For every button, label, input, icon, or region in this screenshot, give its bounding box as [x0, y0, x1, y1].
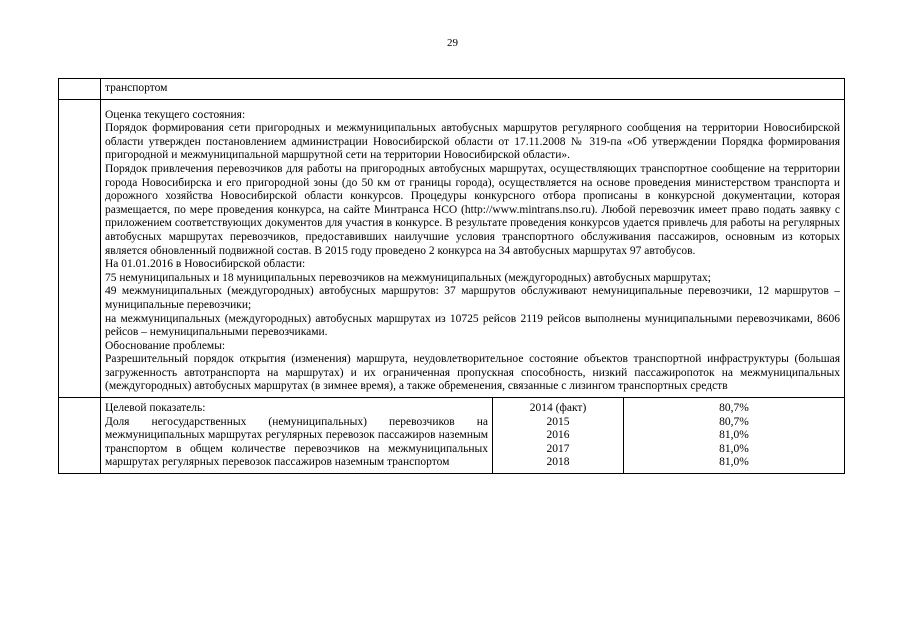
intro-text: транспортом — [105, 82, 168, 94]
indicator-year: 2018 — [546, 456, 570, 469]
blank-cell — [59, 99, 101, 397]
indicator-value: 80,7% — [719, 402, 749, 415]
intro-cell — [101, 79, 845, 100]
indicator-years-cell — [493, 398, 624, 473]
assessment-paragraph: Порядок формирования сети пригородных и межмуниципальных автобусных маршрутов регулярного сообщения на территории Новосибирской области утвержден постановлением администрации Новосибирской области от 17.11.2008 № 319-па «Об утверждении Порядка формирования пригородной и межмуниципальной маршрутной сети на территории Новосибирской области». — [105, 122, 840, 162]
indicator-value: 80,7% — [719, 415, 749, 428]
indicator-value: 81,0% — [719, 442, 749, 455]
problem-paragraph: Разрешительный порядок открытия (изменения) маршрута, неудовлетворительное состояние объектов транспортной инфраструктуры (большая загруженность автотранспорта на маршрутах) и их ограниченная пропускная способность, низкий пассажиропоток на межмуниципальных (междугородных) автобусных маршрутах (в зимнее время), а также обременения, связанные с лизингом транспортных средств — [105, 353, 840, 393]
indicator-cell — [101, 398, 845, 474]
program-table — [58, 78, 845, 474]
page-number: 29 — [447, 37, 458, 49]
indicator-values-cell — [624, 398, 845, 473]
assessment-paragraph: на межмуниципальных (междугородных) автобусных маршрутах из 10725 рейсов 2119 рейсов выполнены муниципальными перевозчиками, 8606 рейсов – немуниципальными перевозчиками. — [105, 312, 840, 339]
table-row-indicator — [59, 398, 845, 474]
assessment-paragraph: Порядок привлечения перевозчиков для работы на пригородных автобусных маршрутах, осуществляющих транспортное сообщение на территории города Новосибирска и его пригородной зоны (до 50 км от границы города), осуществляется на основе проведения министерством транспорта и дорожного хозяйства Новосибирской области конкурсов. Процедуры конкурсного отбора прописаны в конкурсной документации, которая размещается, по мере проведения конкурса, на сайте Минтранса НСО (http://www.mintrans.nso.ru). Любой перевозчик имеет право подать заявку с приложением соответствующих документов для участия в конкурсе. В результате проведения конкурсов удается привлечь для работы на регулярных автобусных маршрутах перевозчиков, предоставивших наилучшие условия транспортного обслуживания пассажиров, основным из которых является обновленный подвижной состав. В 2015 году проведено 2 конкурса на 34 автобусных маршрутах 97 автобусов. — [105, 162, 840, 257]
indicator-description: Доля негосударственных (немуниципальных) перевозчиков на межмуниципальных маршрутах регулярных перевозок пассажиров наземным транспортом в общем количестве перевозчиков на межмуниципальных маршрутах регулярных перевозок пассажиров наземным транспортом — [105, 415, 488, 469]
indicator-value: 81,0% — [719, 456, 749, 469]
indicator-year: 2014 (факт) — [529, 402, 587, 415]
indicator-table — [101, 398, 844, 473]
assessment-paragraph: 49 межмуниципальных (междугородных) автобусных маршрутов: 37 маршрутов обслуживают немуниципальные перевозчики, 12 маршрутов – муниципальные перевозчики; — [105, 285, 840, 311]
indicator-description-cell — [101, 398, 493, 473]
indicator-label: Целевой показатель: — [105, 402, 206, 415]
blank-cell — [59, 79, 101, 100]
assessment-heading: Оценка текущего состояния: — [105, 108, 246, 121]
assessment-block — [101, 100, 844, 397]
indicator-year: 2016 — [546, 429, 570, 442]
blank-cell — [59, 398, 101, 474]
assessment-cell — [101, 99, 845, 397]
table-row-intro — [59, 79, 845, 100]
indicator-value: 81,0% — [719, 429, 749, 442]
indicator-year: 2017 — [546, 442, 570, 455]
problem-heading: Обоснование проблемы: — [105, 339, 226, 352]
assessment-paragraph: На 01.01.2016 в Новосибирской области: — [105, 258, 306, 271]
table-row-assessment — [59, 99, 845, 397]
indicator-year: 2015 — [546, 415, 570, 428]
assessment-paragraph: 75 немуниципальных и 18 муниципальных перевозчиков на межмуниципальных (междугородных) автобусных маршрутах; — [105, 271, 711, 284]
